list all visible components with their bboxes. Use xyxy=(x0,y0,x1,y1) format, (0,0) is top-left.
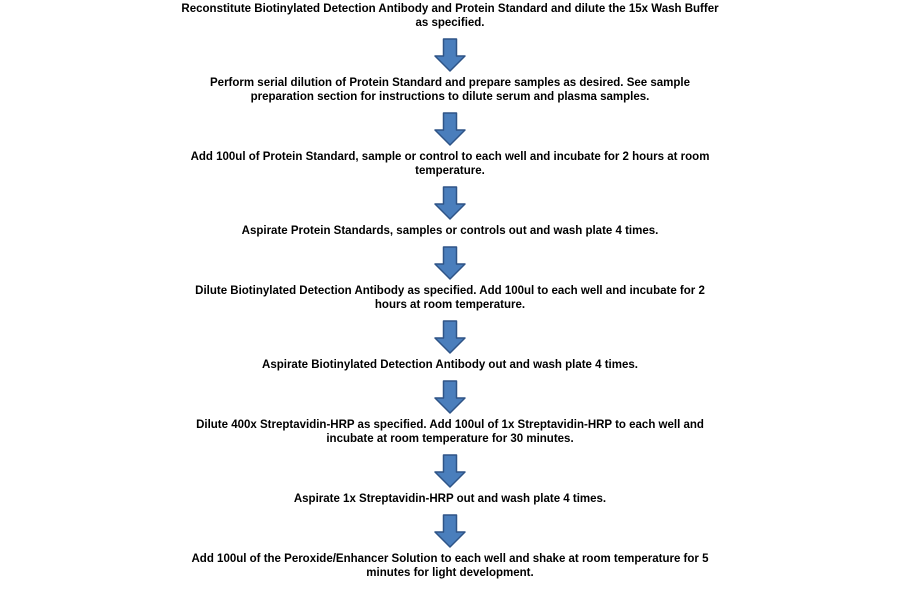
down-arrow-icon xyxy=(433,514,467,548)
flow-step-4 xyxy=(242,224,659,238)
flow-column xyxy=(0,2,900,580)
step-text-line: hours at room temperature. xyxy=(374,299,526,311)
down-arrow-icon xyxy=(433,112,467,146)
down-arrow-icon xyxy=(433,454,467,488)
step-text-line: incubate at room temperature for 30 minutes. xyxy=(326,433,574,445)
flow-step-1 xyxy=(181,2,718,30)
step-text-line: preparation section for instructions to dilute serum and plasma samples. xyxy=(250,91,650,103)
step-text-line: Dilute 400x Streptavidin-HRP as specified. Add 100ul of 1x Streptavidin-HRP to each well and xyxy=(196,419,704,431)
down-arrow-icon xyxy=(433,38,467,72)
flow-step-6 xyxy=(262,358,638,372)
down-arrow-icon xyxy=(433,380,467,414)
step-text-line: Add 100ul of Protein Standard, sample or control to each well and incubate for 2 hours at room xyxy=(190,151,710,163)
step-text-line: minutes for light development. xyxy=(366,567,534,579)
step-text-line: temperature. xyxy=(415,165,485,177)
down-arrow-icon xyxy=(433,186,467,220)
flow-step-8 xyxy=(294,492,606,506)
flow-step-9 xyxy=(192,552,709,580)
step-text-line: as specified. xyxy=(415,17,485,29)
down-arrow-icon xyxy=(433,246,467,280)
step-text-line: Aspirate Biotinylated Detection Antibody out and wash plate 4 times. xyxy=(262,359,638,371)
flow-step-3 xyxy=(191,150,710,178)
step-text-line: Perform serial dilution of Protein Standard and prepare samples as desired. See sample xyxy=(210,77,690,89)
step-text-line: Aspirate Protein Standards, samples or controls out and wash plate 4 times. xyxy=(241,225,659,237)
flow-step-2 xyxy=(210,76,690,104)
step-text-line: Dilute Biotinylated Detection Antibody as specified. Add 100ul to each well and incubate for 2 xyxy=(195,285,705,297)
step-text-line: Aspirate 1x Streptavidin-HRP out and wash plate 4 times. xyxy=(293,493,607,505)
step-text-line: Add 100ul of the Peroxide/Enhancer Solution to each well and shake at room temperature for 5 xyxy=(191,553,709,565)
flow-step-5 xyxy=(195,284,705,312)
flow-step-7 xyxy=(196,418,704,446)
down-arrow-icon xyxy=(433,320,467,354)
step-text-line: Reconstitute Biotinylated Detection Antibody and Protein Standard and dilute the 15x Wash Buffer xyxy=(181,3,719,15)
